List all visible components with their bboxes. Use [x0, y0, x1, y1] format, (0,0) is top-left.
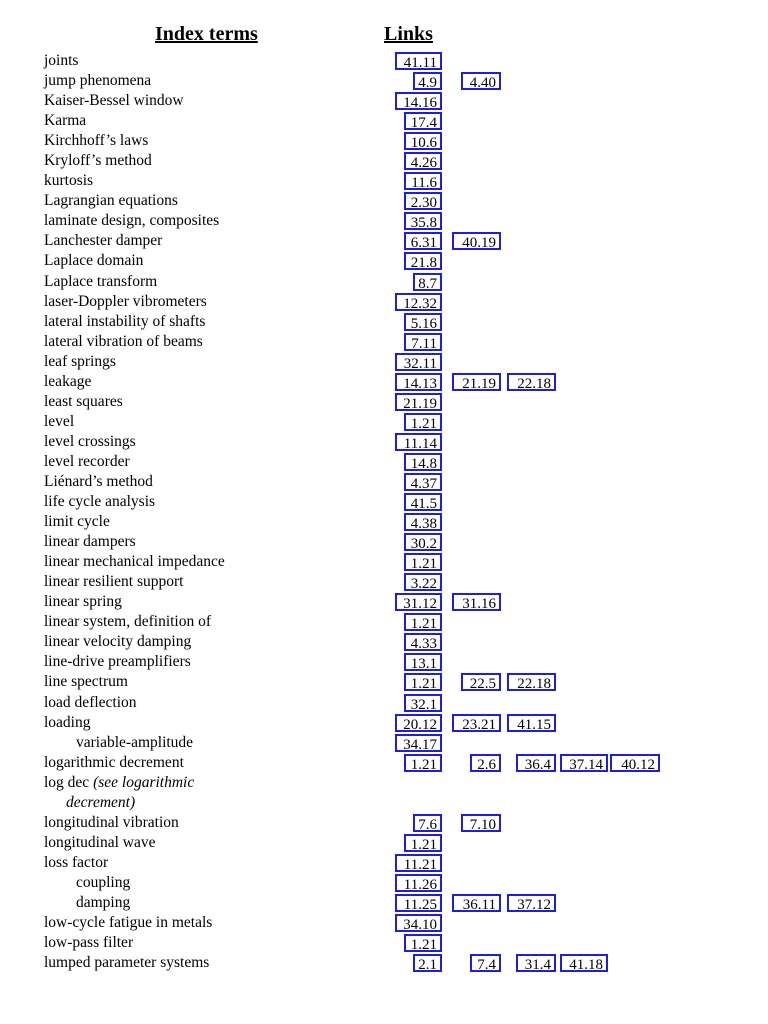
page-link[interactable]: 11.21 — [395, 854, 442, 872]
index-subterm — [76, 733, 193, 753]
page-link[interactable]: 8.7 — [413, 273, 442, 291]
page-link[interactable]: 4.38 — [404, 513, 442, 531]
page-link[interactable]: 2.6 — [470, 754, 501, 772]
index-term-text: Laplace domain — [44, 252, 144, 270]
index-entry-row — [0, 632, 768, 652]
index-term — [44, 332, 203, 352]
index-term-text: least squares — [44, 392, 123, 410]
index-entry-row — [0, 191, 768, 211]
page-link[interactable]: 21.19 — [452, 373, 501, 391]
index-terms-heading: Index terms — [155, 23, 258, 45]
index-term-text: longitudinal vibration — [44, 813, 179, 831]
page-link[interactable]: 31.12 — [395, 593, 442, 611]
index-entry-row — [0, 592, 768, 612]
page-link[interactable]: 1.21 — [404, 673, 442, 691]
index-term — [44, 412, 74, 432]
index-entry-row — [0, 512, 768, 532]
index-term — [44, 392, 123, 412]
index-entry-row — [0, 292, 768, 312]
page-link[interactable]: 32.11 — [395, 353, 442, 371]
index-term — [44, 532, 136, 552]
index-term-text: lumped parameter systems — [44, 954, 210, 972]
index-entry-row — [0, 492, 768, 512]
page-link[interactable]: 3.22 — [404, 573, 442, 591]
page-link[interactable]: 7.10 — [461, 814, 501, 832]
index-term — [44, 171, 93, 191]
index-term-text: lateral vibration of beams — [44, 332, 203, 350]
page-link[interactable]: 21.8 — [404, 252, 442, 270]
page-link[interactable]: 37.12 — [507, 894, 556, 912]
index-entry-row — [0, 833, 768, 853]
index-term-text: jump phenomena — [44, 72, 152, 90]
page-link[interactable]: 11.25 — [395, 894, 442, 912]
links-heading: Links — [384, 23, 433, 45]
index-entry-row — [0, 572, 768, 592]
index-term-text: laser-Doppler vibrometers — [44, 292, 207, 310]
index-term-text: linear mechanical impedance — [44, 553, 225, 571]
index-term-text: joints — [44, 52, 79, 69]
index-term-text: laminate design, composites — [44, 212, 220, 230]
index-term-text: low-pass filter — [44, 934, 134, 952]
index-term-text: coupling — [76, 873, 131, 891]
index-term — [44, 191, 178, 211]
index-term — [44, 632, 191, 652]
index-entry-row — [0, 893, 768, 913]
index-term — [44, 452, 130, 472]
index-entry-row — [0, 312, 768, 332]
index-entry-row — [0, 412, 768, 432]
page-link[interactable]: 2.30 — [404, 192, 442, 210]
index-term-text: line-drive preamplifiers — [44, 653, 191, 671]
index-entry-row — [0, 352, 768, 372]
index-term-text: Kaiser-Bessel window — [44, 92, 184, 110]
page-link[interactable]: 2.1 — [413, 954, 442, 972]
page-link[interactable]: 1.21 — [404, 413, 442, 431]
page-link[interactable]: 6.31 — [404, 232, 442, 250]
page-link[interactable]: 36.11 — [452, 894, 501, 912]
page-link[interactable]: 23.21 — [452, 714, 501, 732]
index-term — [44, 111, 86, 131]
page-link[interactable]: 1.21 — [404, 834, 442, 852]
index-entry-row — [0, 672, 768, 692]
page-link[interactable]: 22.5 — [461, 673, 501, 691]
page-link[interactable]: 7.11 — [404, 333, 442, 351]
index-term-text: linear resilient support — [44, 573, 184, 591]
index-term — [44, 833, 156, 853]
index-term-text: linear system, definition of — [44, 613, 212, 631]
page-link[interactable]: 1.21 — [404, 754, 442, 772]
index-term-text: log dec — [44, 773, 94, 791]
page-link[interactable]: 35.8 — [404, 212, 442, 230]
index-term-text: low-cycle fatigue in metals — [44, 914, 213, 932]
index-term — [44, 592, 122, 612]
page-link[interactable]: 4.26 — [404, 152, 442, 170]
index-term — [66, 793, 135, 813]
page-link[interactable]: 1.21 — [404, 613, 442, 631]
page-link[interactable]: 41.15 — [507, 714, 556, 732]
page-link[interactable]: 34.10 — [395, 914, 442, 932]
index-term-text: Kirchhoff’s laws — [44, 132, 149, 150]
index-term — [44, 151, 152, 171]
index-term — [44, 292, 207, 312]
page-link[interactable]: 4.33 — [404, 633, 442, 651]
index-term — [44, 933, 133, 953]
page-link[interactable]: 13.1 — [404, 653, 442, 671]
page-link[interactable]: 14.16 — [395, 92, 442, 110]
page-link[interactable]: 10.6 — [404, 132, 442, 150]
page-link[interactable]: 12.32 — [395, 293, 442, 311]
index-term — [44, 612, 211, 632]
page-link[interactable]: 4.9 — [413, 72, 442, 90]
index-entry-row — [0, 51, 768, 71]
index-entry-row — [0, 231, 768, 251]
index-term — [44, 913, 212, 933]
index-term-text: life cycle analysis — [44, 493, 156, 511]
index-term — [44, 91, 184, 111]
index-entry-row — [0, 793, 768, 813]
index-subterm — [76, 873, 130, 893]
index-entry-row — [0, 211, 768, 231]
index-term-text: line spectrum — [44, 673, 128, 691]
page-link[interactable]: 4.37 — [404, 473, 442, 491]
index-list — [0, 51, 768, 973]
index-term — [44, 853, 108, 873]
index-term — [44, 231, 162, 251]
index-term — [44, 552, 225, 572]
index-subterm — [76, 893, 130, 913]
index-entry-row — [0, 131, 768, 151]
index-term — [44, 352, 116, 372]
index-entry-row — [0, 91, 768, 111]
page-link[interactable]: 31.4 — [516, 954, 556, 972]
page-link[interactable]: 37.14 — [560, 754, 608, 772]
index-entry-row — [0, 432, 768, 452]
index-entry-row — [0, 332, 768, 352]
index-term-text: loss factor — [44, 853, 109, 871]
page-link[interactable]: 40.19 — [452, 232, 501, 250]
index-term — [44, 713, 91, 733]
page-link[interactable]: 11.26 — [395, 874, 442, 892]
index-term — [44, 572, 183, 592]
index-term-text: linear spring — [44, 593, 122, 611]
page-link[interactable]: 30.2 — [404, 533, 442, 551]
index-entry-row — [0, 392, 768, 412]
index-entry-row — [0, 853, 768, 873]
index-term — [44, 953, 209, 973]
page-link[interactable]: 7.6 — [413, 814, 442, 832]
index-entry-row — [0, 873, 768, 893]
page-link[interactable]: 21.19 — [395, 393, 442, 411]
index-entry-row — [0, 612, 768, 632]
index-term-text: lateral instability of shafts — [44, 312, 206, 330]
index-term — [44, 753, 184, 773]
page-link[interactable]: 7.4 — [470, 954, 501, 972]
index-entry-row — [0, 372, 768, 392]
index-entry-row — [0, 171, 768, 191]
index-term-text: leakage — [44, 372, 92, 390]
index-term-text: variable-amplitude — [76, 733, 194, 751]
index-term — [44, 251, 143, 271]
index-term — [44, 472, 153, 492]
index-term — [44, 211, 219, 231]
index-term-text: longitudinal wave — [44, 833, 156, 851]
index-term-text: logarithmic decrement — [44, 753, 184, 771]
page-link[interactable]: 1.21 — [404, 934, 442, 952]
page-link[interactable]: 20.12 — [395, 714, 442, 732]
index-term — [44, 773, 194, 793]
page-link[interactable]: 11.6 — [404, 172, 442, 190]
index-term-text: Lagrangian equations — [44, 192, 178, 210]
index-entry-row — [0, 953, 768, 973]
index-entry-row — [0, 933, 768, 953]
index-term — [44, 672, 128, 692]
index-term-text: Lanchester damper — [44, 232, 163, 250]
index-term-text: level recorder — [44, 452, 130, 470]
page-link[interactable]: 31.16 — [452, 593, 501, 611]
index-entry-row — [0, 713, 768, 733]
index-term-text: level — [44, 412, 75, 430]
index-term-text: load deflection — [44, 693, 137, 711]
page-link[interactable]: 11.14 — [395, 433, 442, 451]
index-entry-row — [0, 251, 768, 271]
page-link[interactable]: 40.12 — [610, 754, 660, 772]
index-entry-row — [0, 532, 768, 552]
index-term — [44, 652, 191, 672]
index-term — [44, 512, 110, 532]
index-entry-row — [0, 753, 768, 773]
page-link[interactable]: 1.21 — [404, 553, 442, 571]
index-term-text: leaf springs — [44, 352, 116, 370]
page-link[interactable]: 34.17 — [395, 734, 442, 752]
index-term-text: level crossings — [44, 432, 136, 450]
index-term — [44, 131, 148, 151]
index-entry-row — [0, 272, 768, 292]
index-entry-row — [0, 71, 768, 91]
index-entry-row — [0, 452, 768, 472]
index-term — [44, 272, 157, 292]
see-also-reference: (see logarithmic — [93, 773, 195, 791]
index-term-text: linear velocity damping — [44, 633, 192, 651]
page-link[interactable]: 36.4 — [516, 754, 556, 772]
index-term — [44, 372, 91, 392]
index-term-text: linear dampers — [44, 533, 136, 551]
index-term-text: kurtosis — [44, 172, 94, 190]
page-link[interactable]: 5.16 — [404, 313, 442, 331]
page-link[interactable]: 14.13 — [395, 373, 442, 391]
page-link[interactable]: 41.11 — [395, 52, 442, 70]
index-term — [44, 432, 136, 452]
index-term-text: Liénard’s method — [44, 472, 153, 490]
index-term-text: limit cycle — [44, 513, 110, 531]
index-term-text: decrement) — [66, 793, 136, 811]
index-entry-row — [0, 652, 768, 672]
page-link[interactable]: 14.8 — [404, 453, 442, 471]
index-term-text: loading — [44, 713, 91, 731]
index-entry-row — [0, 813, 768, 833]
index-entry-row — [0, 111, 768, 131]
index-term — [44, 693, 137, 713]
page-link[interactable]: 4.40 — [461, 72, 501, 90]
index-entry-row — [0, 773, 768, 793]
page-link[interactable]: 41.18 — [560, 954, 608, 972]
index-term-text: damping — [76, 893, 131, 911]
index-entry-row — [0, 151, 768, 171]
index-term-text: Kryloff’s method — [44, 152, 152, 170]
page-link[interactable]: 22.18 — [507, 673, 556, 691]
index-entry-row — [0, 693, 768, 713]
index-entry-row — [0, 472, 768, 492]
index-entry-row — [0, 733, 768, 753]
page-link[interactable]: 22.18 — [507, 373, 556, 391]
index-term-text: Karma — [44, 112, 87, 130]
page-link[interactable]: 41.5 — [404, 493, 442, 511]
index-term — [44, 312, 205, 332]
index-entry-row — [0, 552, 768, 572]
index-term — [44, 813, 179, 833]
index-term — [44, 71, 151, 91]
index-term-text: Laplace transform — [44, 272, 158, 290]
index-term — [44, 492, 155, 512]
page-link[interactable]: 17.4 — [404, 112, 442, 130]
index-entry-row — [0, 913, 768, 933]
index-term — [44, 51, 78, 71]
page-link[interactable]: 32.1 — [404, 694, 442, 712]
